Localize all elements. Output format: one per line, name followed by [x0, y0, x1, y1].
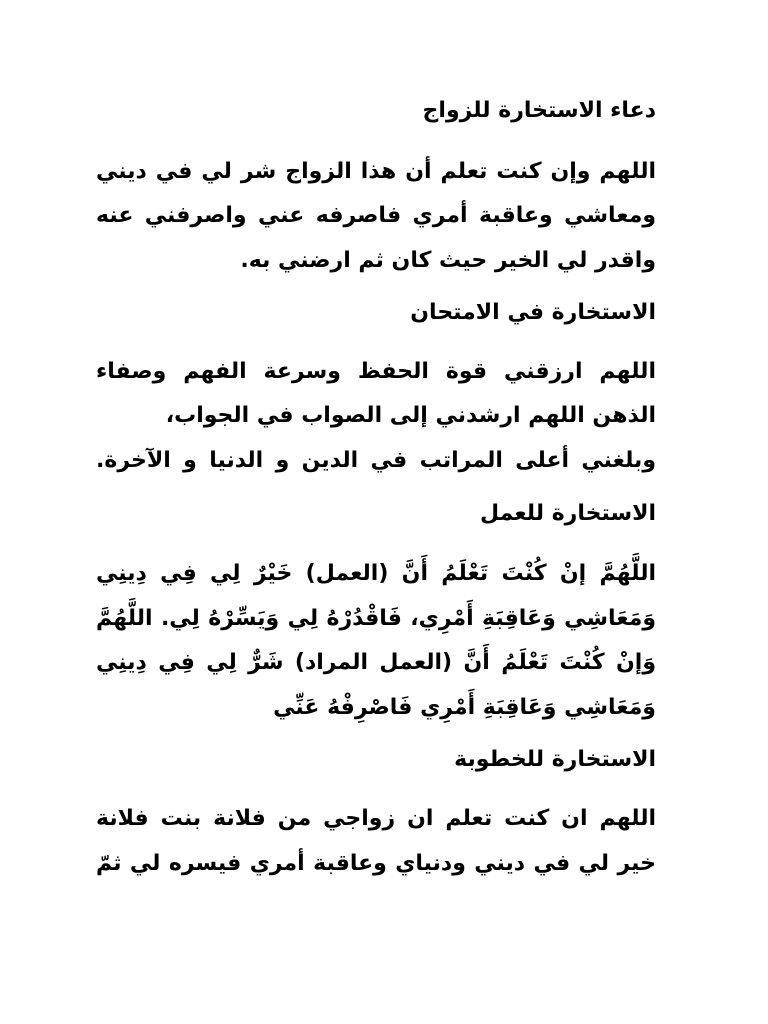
text-line: خير لي في ديني ودنياي وعاقبة أمري فيسره لي ثمّ — [96, 851, 656, 876]
text-line: اللَّهُمَّ إنْ كُنْتَ تَعْلَمُ أَنَّ (العمل) خَيْرٌ لِي فِي دِينِي — [96, 561, 656, 586]
section-heading-marriage: دعاء الاستخارة للزواج — [422, 98, 656, 123]
text-line: الذهن اللهم ارشدني إلى الصواب في الجواب، — [165, 403, 656, 428]
text-line: وبلغني أعلى المراتب في الدين و الدنيا و الآخرة. — [96, 448, 656, 473]
text-line: وَمَعَاشِي وَعَاقِبَةِ أَمْرِي فَاصْرِفْهُ عَنِّي — [273, 695, 656, 720]
text-line: واقدر لي الخير حيث كان ثم ارضني به. — [240, 248, 656, 273]
text-line: وَمَعَاشِي وَعَاقِبَةِ أَمْرِي، فَاقْدُرْهُ لِي وَيَسِّرْهُ لِي. اللَّهُمَّ — [96, 606, 656, 631]
text-line: وَإنْ كُنْتَ تَعْلَمُ أَنَّ (العمل المراد) شَرٌّ لِي فِي دِينِي — [96, 650, 656, 675]
section-heading-exam: الاستخارة في الامتحان — [410, 300, 656, 325]
text-line: ومعاشي وعاقبة أمري فاصرفه عني واصرفني عنه — [96, 203, 656, 228]
section-heading-work: الاستخارة للعمل — [479, 501, 656, 526]
section-heading-engagement: الاستخارة للخطوبة — [454, 747, 656, 772]
text-line: اللهم ارزقني قوة الحفظ وسرعة الفهم وصفاء — [96, 359, 656, 384]
text-line: اللهم ان كنت تعلم ان زواجي من فلانة بنت فلانة — [96, 806, 656, 831]
text-line: اللهم وإن كنت تعلم أن هذا الزواج شر لي في ديني — [96, 159, 656, 184]
